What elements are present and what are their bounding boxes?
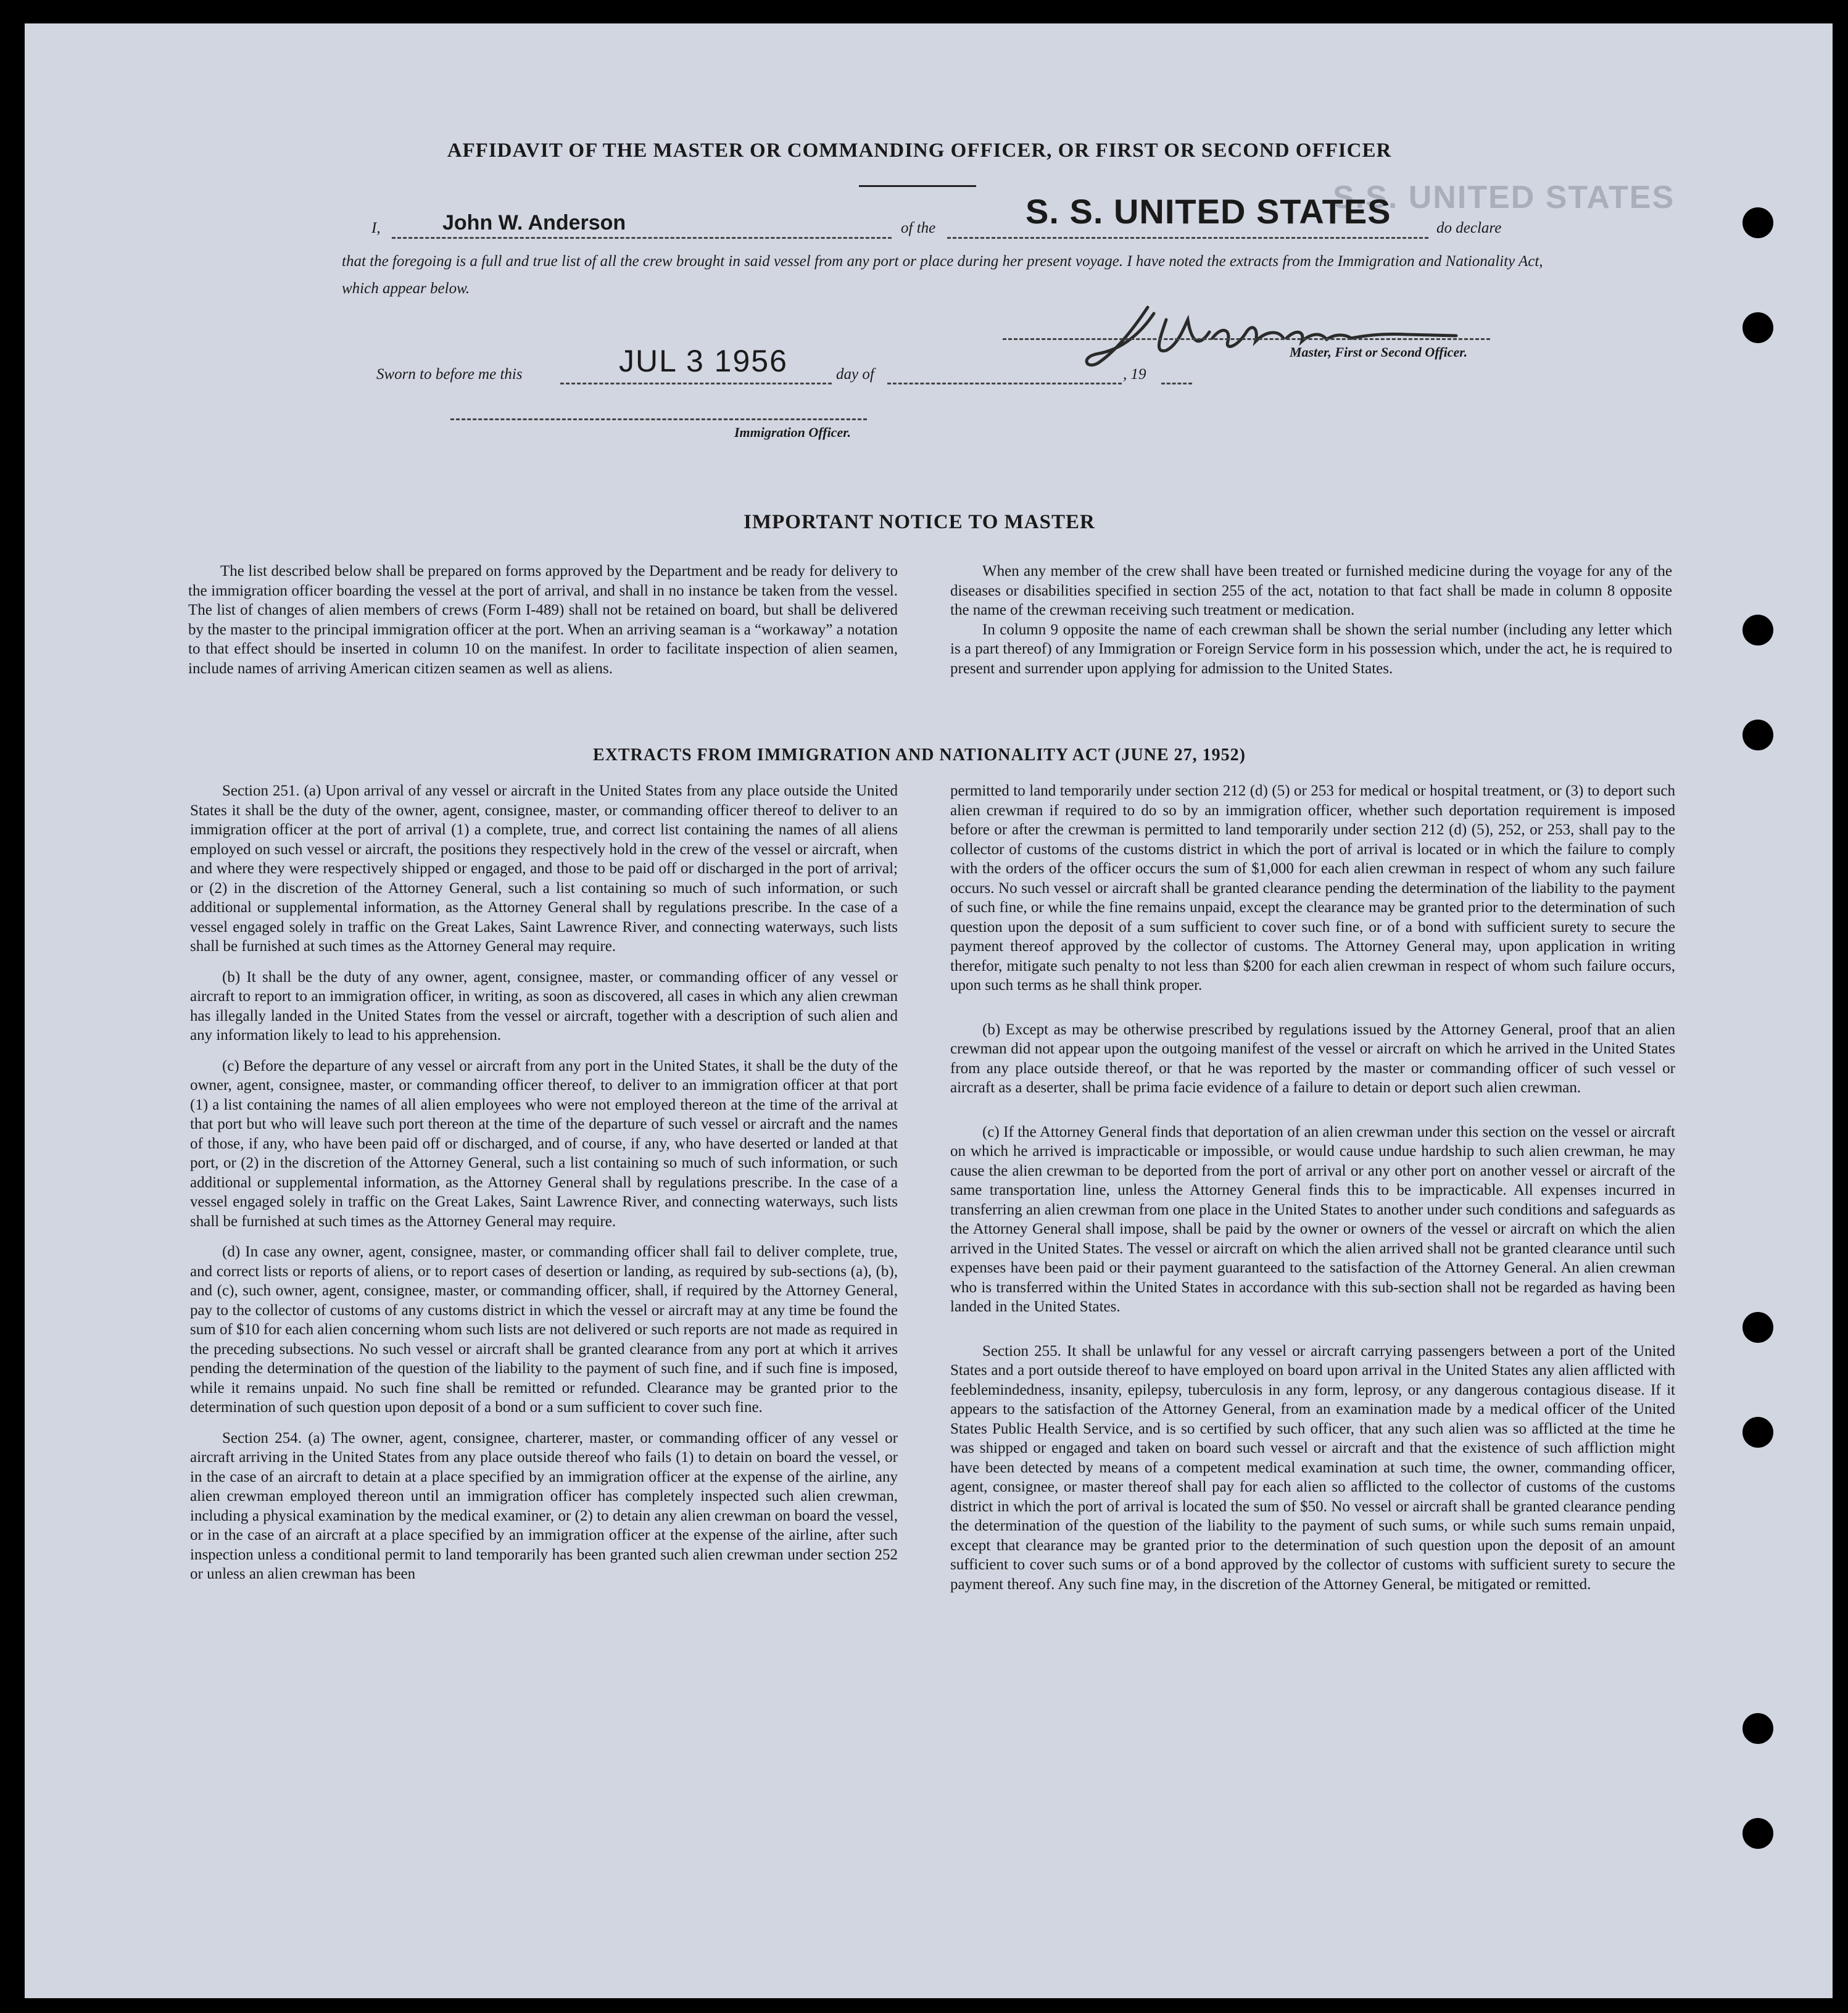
do-declare-label: do declare xyxy=(1436,220,1502,236)
extract-paragraph: Section 255. It shall be unlawful for any vessel or aircraft carrying passengers between a port of the United States and a port outside thereof to have employed on board upon arrival in the United States any alien afflicted with feeblemindedness, insanity, epilepsy, tuberculosis in any form, leprosy, or any dangerous contagious disease. If it appears to the satisfaction of the Attorney General, from an examination made by a medical officer of the United States Public Health Service, and is so certified by such officer, that any such alien was so afflicted at the time he was shipped or engaged and taken on board such vessel or aircraft and that the existence of such affliction might have been detected by means of a competent medical examination at such time, the owner, commanding officer, agent, consignee, or master thereof shall pay for each alien so afflicted to the collector of customs of the customs district in which the port of arrival is located the sum of $50. No vessel or aircraft shall be granted clearance pending the determination of the question of the liability to the payment of such sums, or while such sums remain unpaid, except that clearance may be granted prior to the determination of such question upon the deposit of an amount sufficient to cover such sums or of a bond approved by the collector of customs with sufficient surety to secure the payment thereof. Any such fine may, in the discretion of the Attorney General, be mitigated or remitted. xyxy=(950,1342,1675,1593)
binder-hole xyxy=(1742,720,1773,750)
of-the-label: of the xyxy=(901,220,936,236)
document-page xyxy=(25,23,1833,1998)
binder-hole xyxy=(1742,1818,1773,1849)
extract-paragraph: permitted to land temporarily under section 212 (d) (5) or 253 for medical or hospital treatment, or (3) to deport such alien crewman if required to do so by an immigration officer, whether such deportation requirement is imposed before or after the crewman is permitted to land temporarily under section 212 (d) (5), 252, or 253, shall pay to the collector of customs of the customs district in which the port of arrival is located or in which the failure to comply with the orders of the officer occurs the sum of $1,000 for each alien crewman in respect of whom any such failure occurs. No such vessel or aircraft shall be granted clearance pending the determination of the liability to the payment of such fine, or while the fine remains unpaid, except the clearance may be granted prior to the determination of such question upon the deposit of a sum sufficient to cover such fine, or of a bond with sufficient surety to secure the payment thereof approved by the collector of customs. The Attorney General may, upon application in writing therefor, mitigate such penalty to not less than $200 for each alien crewman in respect of whom such failure occurs, upon such terms as he shall think proper. xyxy=(950,782,1675,994)
affidavit-title: AFFIDAVIT OF THE MASTER OR COMMANDING OFFICER, OR FIRST OR SECOND OFFICER xyxy=(447,139,1392,162)
vessel-name: S. S. UNITED STATES xyxy=(1026,192,1391,231)
title-rule xyxy=(859,185,976,187)
signature-caption: Master, First or Second Officer. xyxy=(1290,344,1468,360)
sworn-date-line xyxy=(560,383,832,384)
year-line xyxy=(1161,383,1192,384)
signature-line xyxy=(1003,338,1490,340)
binder-hole xyxy=(1742,312,1773,343)
extracts-right-column xyxy=(950,781,1675,1605)
master-name: John W. Anderson xyxy=(442,211,626,235)
i-label: I, xyxy=(371,220,381,236)
extract-paragraph: (d) In case any owner, agent, consignee, master, or commanding officer shall fail to deliver complete, true, and correct lists or reports of aliens, or to report cases of desertion or landing, as required by sub-sections (a), (b), and (c), such owner, agent, consignee, master, or commanding officer, shall, if required by the Attorney General, pay to the collector of customs of any customs district in which the vessel or aircraft may at any time be found the sum of $10 for each alien concerning whom such lists are not delivered or such reports are not made as required in the preceding subsections. No such vessel or aircraft shall be granted clearance from any port at which it arrives pending the determination of the question of the liability to the payment of such fine, and if such fine is imposed, while it remains unpaid. No such fine shall be remitted or refunded. Clearance may be granted prior to the determination of such question upon deposit of a bond or a sum sufficient to cover such fine. xyxy=(190,1243,898,1416)
extract-paragraph: (b) Except as may be otherwise prescribed by regulations issued by the Attorney General, proof that an alien crewman did not appear upon the outgoing manifest of the vessel or aircraft on which he arrived in the United States from any place outside thereof, or that he was reported by the master or commanding officer of such vessel or aircraft as a deserter, shall be prima facie evidence of a failure to detain or deport such alien crewman. xyxy=(950,1021,1675,1096)
declaration-text: that the foregoing is a full and true list of all the crew brought in said vessel from any port or place during her present voyage. I have noted the extracts from the Immigration and Nationality Act, which appear below. xyxy=(342,253,1543,297)
vessel-line xyxy=(947,237,1428,239)
binder-hole xyxy=(1742,1312,1773,1343)
binder-hole xyxy=(1742,1417,1773,1448)
extract-paragraph: Section 254. (a) The owner, agent, consignee, charterer, master, or commanding officer of any vessel or aircraft arriving in the United States from any place outside thereof who fails (1) to detain on board the vessel, or in the case of an aircraft to detain at a place specified by an immigration officer at the expense of the airline, any alien crewman employed thereon until an immigration officer has completely inspected such alien crewman, including a physical examination by the medical examiner, or (2) to detain any alien crewman on board the vessel, or in the case of an aircraft at a place specified by an immigration officer at the expense of the airline, after such inspection unless a conditional permit to land temporarily has been granted such alien crewman under section 252 or unless an alien crewman has been xyxy=(190,1429,898,1582)
sworn-date-stamp: JUL 3 1956 xyxy=(619,344,788,378)
month-line xyxy=(887,383,1122,384)
notice-right-column xyxy=(950,562,1672,689)
sworn-label: Sworn to before me this xyxy=(376,366,523,383)
extract-paragraph: (c) If the Attorney General finds that deportation of an alien crewman under this section on the vessel or aircraft on which he arrived is impracticable or impossible, or would cause undue hardship to such alien crewman, he may cause the alien crewman to be deported from the port of arrival or any other port on another vessel or aircraft of the same transportation line, unless the Attorney General finds this to be impracticable. All expenses incurred in transferring an alien crewman from one place in the United States to another under such conditions and safeguards as the Attorney General shall impose, shall be paid by the owner or owners of the vessel or aircraft on which the alien arrived in the United States. The vessel or aircraft on which the alien arrived shall not be granted clearance until such expenses have been paid or their payment guaranteed to the satisfaction of the Attorney General. An alien crewman who is transferred within the United States in accordance with this sub-section shall not be regarded as having been landed in the United States. xyxy=(950,1123,1675,1315)
binder-hole xyxy=(1742,207,1773,238)
name-line xyxy=(392,237,892,239)
extract-paragraph: (b) It shall be the duty of any owner, agent, consignee, master, or commanding officer of any vessel or aircraft to report to an immigration officer, in writing, as soon as discovered, all cases in which any alien crewman has illegally landed in the United States from the vessel or aircraft, together with a description of such alien and any information likely to lead to his apprehension. xyxy=(190,968,898,1044)
faint-stamp: S.S. UNITED STATES xyxy=(1333,180,1675,215)
notice-heading: IMPORTANT NOTICE TO MASTER xyxy=(744,511,1095,533)
day-of-label: day of xyxy=(836,366,874,383)
immigration-officer-line xyxy=(450,418,867,420)
notice-left-column xyxy=(188,562,898,689)
extract-paragraph: (c) Before the departure of any vessel or aircraft from any port in the United States, it shall be the duty of the owner, agent, consignee, master, or commanding officer thereof, to deliver to an immigration officer at that port (1) a list containing the names of all alien employees who were not employed thereon at the time of the arrival at that port but who will leave such port thereon at the time of the departure of such vessel or aircraft and the names of those, if any, who have been paid off or discharged, and of course, if any, who have deserted or landed at that port, or (2) in the discretion of the Attorney General, such a list containing so much of such information, or such additional or supplemental information, as the Attorney General shall by regulations prescribe. In the case of a vessel engaged solely in traffic on the Great Lakes, Saint Lawrence River, and connecting waterways, such lists shall be furnished at such times as the Attorney General may require. xyxy=(190,1057,898,1230)
immigration-officer-caption: Immigration Officer. xyxy=(734,425,851,440)
notice-paragraph: When any member of the crew shall have been treated or furnished medicine during the voyage for any of the diseases or disabilities specified in section 255 of the act, notation to that fact shall be made in column 8 opposite the name of the crewman receiving such treatment or medication. xyxy=(950,563,1672,618)
binder-hole xyxy=(1742,615,1773,645)
binder-hole xyxy=(1742,1713,1773,1744)
extract-paragraph: Section 251. (a) Upon arrival of any vessel or aircraft in the United States from any place outside the United States it shall be the duty of the owner, agent, consignee, master, or commanding officer thereof to deliver to an immigration officer at the port of arrival (1) a complete, true, and correct list containing the names of all aliens employed on such vessel or aircraft, the positions they respectively hold in the crew of the vessel or aircraft, when and where they were respectively shipped or engaged, and those to be paid off or discharged in the port of arrival; or (2) in the discretion of the Attorney General, such a list containing so much of such information, or such additional or supplemental information, as the Attorney General shall by regulations prescribe. In the case of a vessel engaged solely in traffic on the Great Lakes, Saint Lawrence River, and connecting waterways, such lists shall be furnished at such times as the Attorney General may require. xyxy=(190,782,898,955)
year-label: , 19 xyxy=(1123,366,1146,383)
extracts-heading: EXTRACTS FROM IMMIGRATION AND NATIONALITY ACT (JUNE 27, 1952) xyxy=(593,745,1246,765)
extracts-left-column xyxy=(190,781,898,1595)
notice-paragraph: The list described below shall be prepared on forms approved by the Department and be ready for delivery to the immigration officer boarding the vessel at the port of arrival, and shall in no instance be taken from the vessel. The list of changes of alien members of crews (Form I-489) shall not be retained on board, but shall be delivered by the master to the principal immigration officer at the port. When an arriving seaman is a “workaway” a notation to that effect should be inserted in column 10 on the manifest. In order to facilitate inspection of alien seamen, include names of arriving American citizen seamen as well as aliens. xyxy=(188,563,898,677)
signature xyxy=(1074,295,1475,375)
notice-paragraph: In column 9 opposite the name of each crewman shall be shown the serial number (including any letter which is a part thereof) of any Immigration or Foreign Service form in his possession which, under the act, he is required to present and surrender upon applying for admission to the United States. xyxy=(950,621,1672,677)
